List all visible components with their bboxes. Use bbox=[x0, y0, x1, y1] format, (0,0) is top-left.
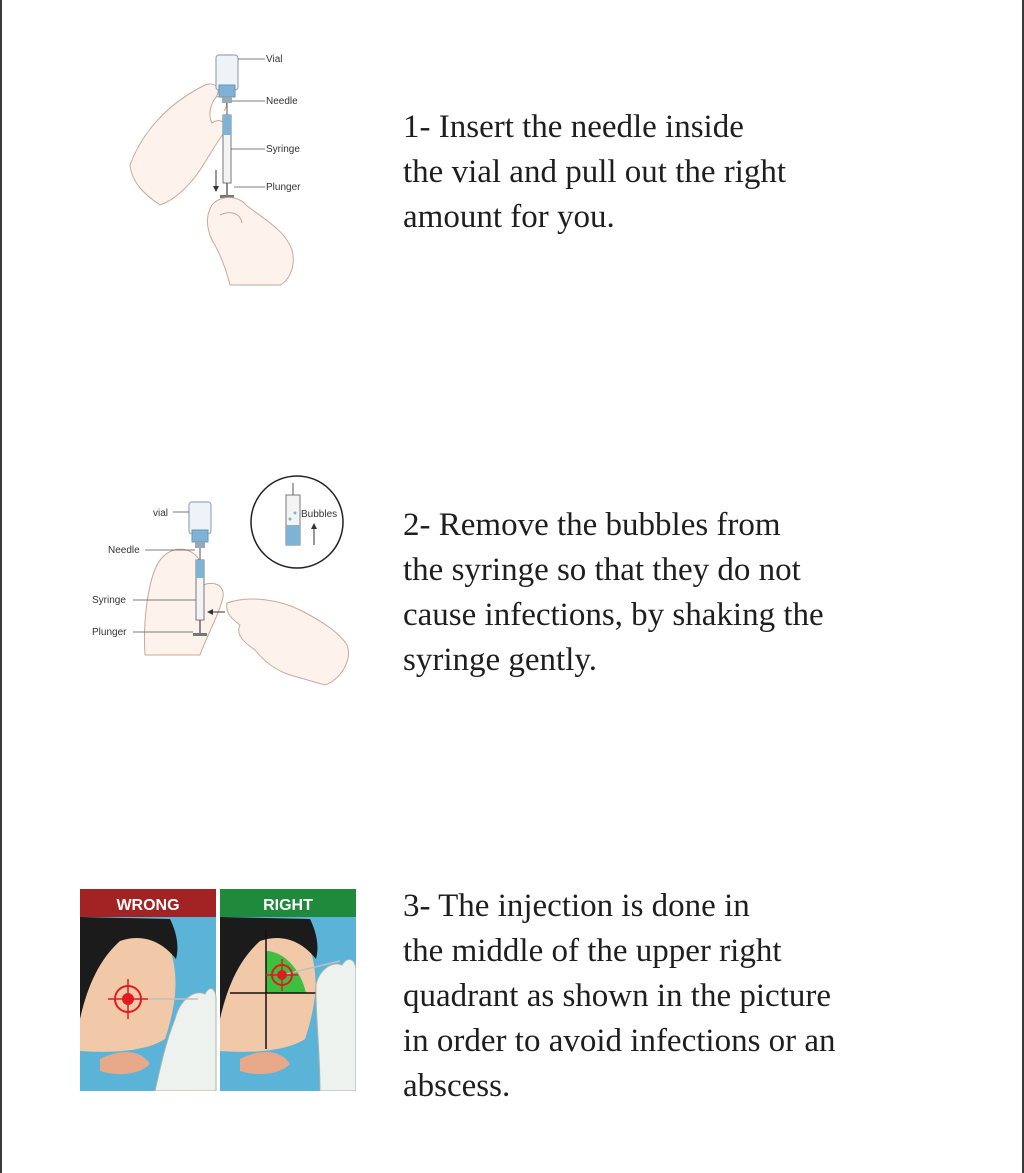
wrong-label: WRONG bbox=[116, 897, 180, 914]
left-border bbox=[0, 0, 2, 1173]
right-panel bbox=[220, 889, 356, 1091]
label-bubbles: Bubbles bbox=[301, 509, 338, 520]
label-vial: Vial bbox=[266, 54, 283, 65]
label-plunger: Plunger bbox=[266, 182, 301, 193]
label-plunger-2: Plunger bbox=[92, 627, 127, 638]
step1-illustration bbox=[120, 45, 320, 290]
right-label: RIGHT bbox=[263, 897, 313, 914]
label-needle: Needle bbox=[266, 96, 298, 107]
label-syringe-2: Syringe bbox=[92, 595, 126, 606]
label-syringe: Syringe bbox=[266, 144, 300, 155]
label-needle-2: Needle bbox=[108, 545, 140, 556]
label-vial-2: vial bbox=[153, 508, 169, 519]
step3-illustration bbox=[80, 889, 356, 1091]
step2-illustration bbox=[85, 475, 360, 690]
step1-text: 1- Insert the needle inside the vial and pull out the right amount for you. bbox=[403, 109, 787, 235]
step3-text: 3- The injection is done in the middle of the upper right quadrant as shown in the picture in order to avoid infections or an abscess. bbox=[403, 888, 836, 1104]
wrong-panel bbox=[80, 889, 216, 1091]
step2-text: 2- Remove the bubbles from the syringe so that they do not cause infections, by shaking the syringe gently. bbox=[403, 507, 824, 678]
